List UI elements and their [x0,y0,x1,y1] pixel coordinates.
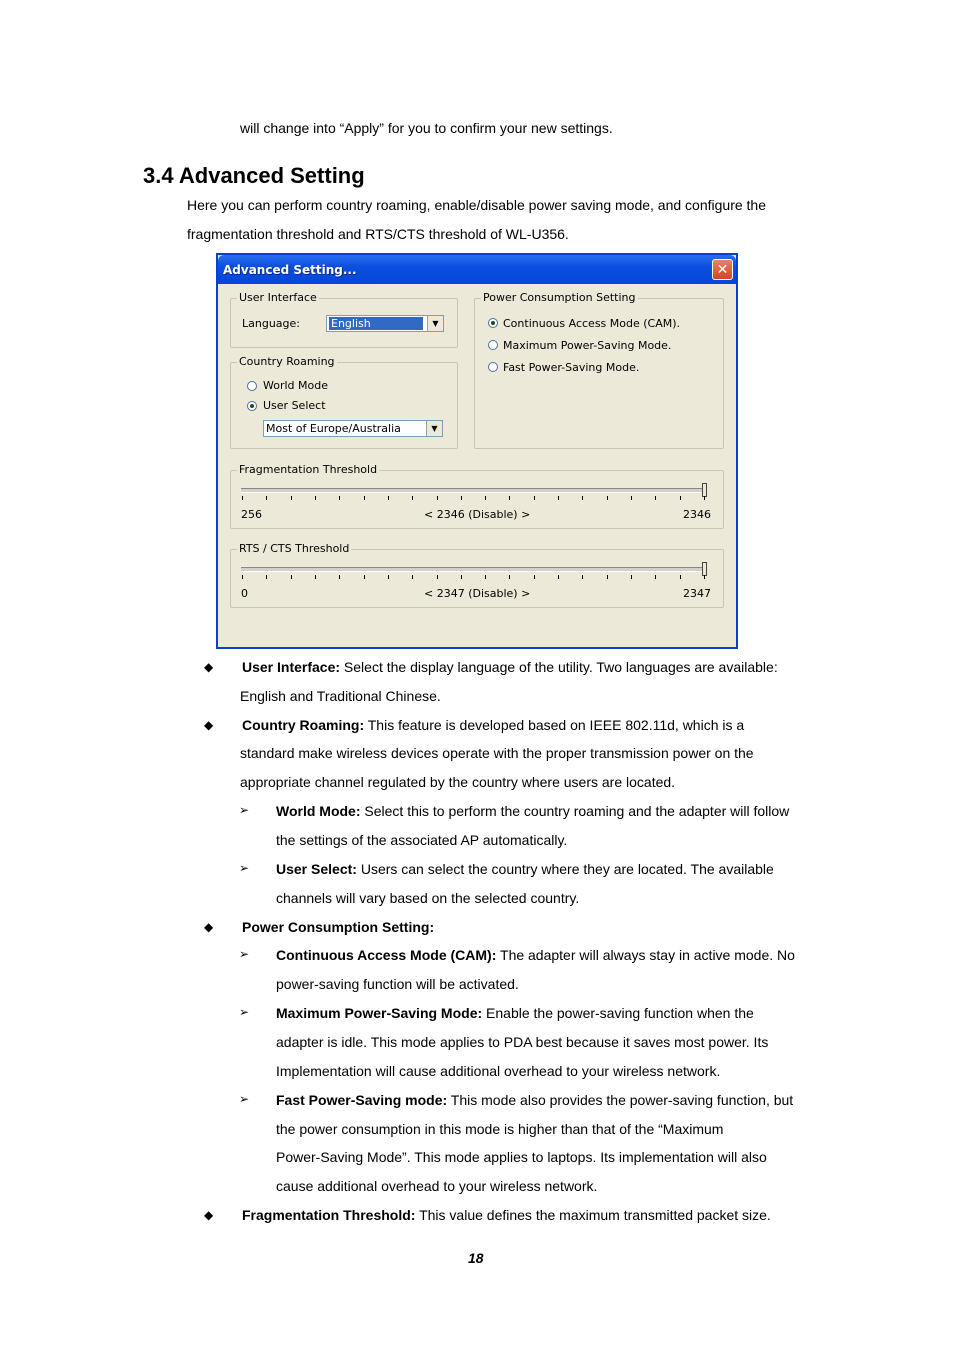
diamond-bullet-icon: ◆ [204,660,214,674]
slider-tick [461,575,462,579]
bullet-max-ps-line2: adapter is idle. This mode applies to PDA best because it saves most power. Its [276,1034,769,1050]
bullet-max-ps-line1 [276,1003,754,1023]
slider-tick [315,575,316,579]
world-mode-label: World Mode [263,379,328,392]
advanced-setting-dialog [216,253,738,649]
bullet-fast-ps-line4: cause additional overhead to your wireless network. [276,1178,598,1194]
slider-tick [461,496,462,500]
max-power-saving-radio[interactable] [488,340,498,350]
section-heading: 3.4 Advanced Setting [143,163,365,188]
cam-label: Continuous Access Mode (CAM). [503,317,681,330]
bullet-country-roaming-text: This feature is developed based on IEEE 802.11d, which is a [364,717,745,733]
slider-tick [315,496,316,500]
bullet-user-interface-text: Select the display language of the utility. Two languages are available: [340,659,778,675]
bullet-country-roaming-title: Country Roaming: [242,717,365,733]
bullet-user-interface-line2: English and Traditional Chinese. [240,688,441,704]
bullet-cam-line1 [276,945,795,965]
slider-tick [388,575,389,579]
slider-tick [242,496,243,500]
power-consumption-group [474,291,724,449]
rts-group-label: RTS / CTS Threshold [239,542,350,555]
bullet-user-interface-title: User Interface: [242,659,341,675]
dialog-titlebar [218,255,736,284]
slider-tick [680,496,681,500]
arrow-bullet-icon: ➢ [239,861,250,875]
fragmentation-max: 2346 [683,508,711,521]
slider-tick [704,575,705,579]
country-roaming-group-label: Country Roaming [239,355,335,368]
slider-tick [485,496,486,500]
slider-tick [607,575,608,579]
rts-min: 0 [241,587,248,600]
cam-radio[interactable] [488,318,498,328]
diamond-bullet-icon: ◆ [204,1208,214,1222]
diamond-bullet-icon: ◆ [204,718,214,732]
bullet-cam-title: Continuous Access Mode (CAM): [276,947,497,963]
slider-tick [266,496,267,500]
fragmentation-slider-thumb[interactable] [702,483,707,497]
country-select-value: Most of Europe/Australia [266,422,401,435]
fragmentation-current: < 2346 (Disable) > [424,508,531,521]
fragmentation-threshold-group [230,463,724,529]
slider-tick [631,496,632,500]
slider-tick [582,496,583,500]
slider-tick [631,575,632,579]
arrow-bullet-icon: ➢ [239,1005,250,1019]
slider-tick [339,575,340,579]
slider-tick [364,575,365,579]
rts-slider-track [241,567,707,572]
bullet-fast-ps-text: This mode also provides the power-saving function, but [447,1092,794,1108]
intro-line: will change into “Apply” for you to confirm your new settings. [240,120,613,136]
close-icon[interactable]: ✕ [712,259,733,280]
bullet-world-mode-line2: the settings of the associated AP automatically. [276,832,568,848]
slider-tick [534,575,535,579]
slider-tick [291,575,292,579]
bullet-fast-ps-title: Fast Power-Saving mode: [276,1092,448,1108]
slider-tick [339,496,340,500]
diamond-bullet-icon: ◆ [204,920,214,934]
bullet-world-mode-text: Select this to perform the country roaming and the adapter will follow [360,803,790,819]
bullet-power-title: Power Consumption Setting: [242,919,435,935]
section-intro-line-1: Here you can perform country roaming, enable/disable power saving mode, and configure the [187,197,766,213]
bullet-world-mode-title: World Mode: [276,803,361,819]
bullet-user-select-line2: channels will vary based on the selected country. [276,890,580,906]
country-select[interactable] [263,420,443,437]
world-mode-radio[interactable] [247,381,257,391]
slider-tick [485,575,486,579]
fragmentation-group-label: Fragmentation Threshold [239,463,378,476]
slider-tick [266,575,267,579]
slider-tick [655,496,656,500]
bullet-country-roaming-line3: appropriate channel regulated by the country where users are located. [240,774,676,790]
slider-tick [558,496,559,500]
fragmentation-slider-track [241,488,707,493]
slider-tick [437,496,438,500]
slider-tick [534,496,535,500]
slider-tick [388,496,389,500]
bullet-user-interface-line1 [242,657,778,677]
slider-tick [582,575,583,579]
slider-tick [704,496,705,500]
chevron-down-icon[interactable]: ▼ [427,316,443,331]
language-select[interactable] [326,315,444,332]
bullet-cam-text: The adapter will always stay in active mode. No [496,947,795,963]
chevron-down-icon[interactable]: ▼ [426,421,442,436]
slider-tick [655,575,656,579]
arrow-bullet-icon: ➢ [239,1092,250,1106]
max-power-saving-label: Maximum Power-Saving Mode. [503,339,672,352]
bullet-max-ps-text: Enable the power-saving function when the [482,1005,754,1021]
rts-current: < 2347 (Disable) > [424,587,531,600]
page-number: 18 [468,1250,484,1266]
slider-tick [437,575,438,579]
fragmentation-min: 256 [241,508,262,521]
rts-slider-thumb[interactable] [702,562,707,576]
bullet-frag-text: This value defines the maximum transmitted packet size. [415,1207,771,1223]
user-select-radio[interactable] [247,401,257,411]
bullet-country-roaming-line2: standard make wireless devices operate with the proper transmission power on the [240,745,754,761]
user-interface-group-label: User Interface [239,291,317,304]
rts-cts-threshold-group [230,542,724,608]
language-select-value: English [329,317,423,330]
slider-tick [412,575,413,579]
bullet-user-select-title: User Select: [276,861,357,877]
dialog-title: Advanced Setting... [223,263,357,277]
bullet-user-select-line1 [276,859,774,879]
user-interface-group [230,291,458,348]
slider-tick [364,496,365,500]
arrow-bullet-icon: ➢ [239,803,250,817]
bullet-frag-title: Fragmentation Threshold: [242,1207,416,1223]
slider-tick [509,496,510,500]
slider-tick [242,575,243,579]
fast-power-saving-label: Fast Power-Saving Mode. [503,361,640,374]
bullet-fast-ps-line1 [276,1090,793,1110]
bullet-max-ps-line3: Implementation will cause additional overhead to your wireless network. [276,1063,721,1079]
slider-tick [558,575,559,579]
slider-tick [607,496,608,500]
bullet-country-roaming-line1 [242,715,744,735]
slider-tick [680,575,681,579]
bullet-fast-ps-line3: Power-Saving Mode”. This mode applies to laptops. Its implementation will also [276,1149,767,1165]
user-select-label: User Select [263,399,326,412]
language-label: Language: [242,317,300,330]
bullet-fast-ps-line2: the power consumption in this mode is higher than that of the “Maximum [276,1121,724,1137]
power-consumption-group-label: Power Consumption Setting [483,291,636,304]
rts-max: 2347 [683,587,711,600]
slider-tick [291,496,292,500]
section-intro-line-2: fragmentation threshold and RTS/CTS threshold of WL-U356. [187,226,569,242]
slider-tick [412,496,413,500]
country-roaming-group [230,355,458,449]
bullet-user-select-text: Users can select the country where they are located. The available [356,861,774,877]
bullet-world-mode-line1 [276,801,789,821]
bullet-cam-line2: power-saving function will be activated. [276,976,519,992]
bullet-max-ps-title: Maximum Power-Saving Mode: [276,1005,483,1021]
slider-tick [509,575,510,579]
bullet-frag-line1 [242,1205,771,1225]
arrow-bullet-icon: ➢ [239,947,250,961]
fast-power-saving-radio[interactable] [488,362,498,372]
